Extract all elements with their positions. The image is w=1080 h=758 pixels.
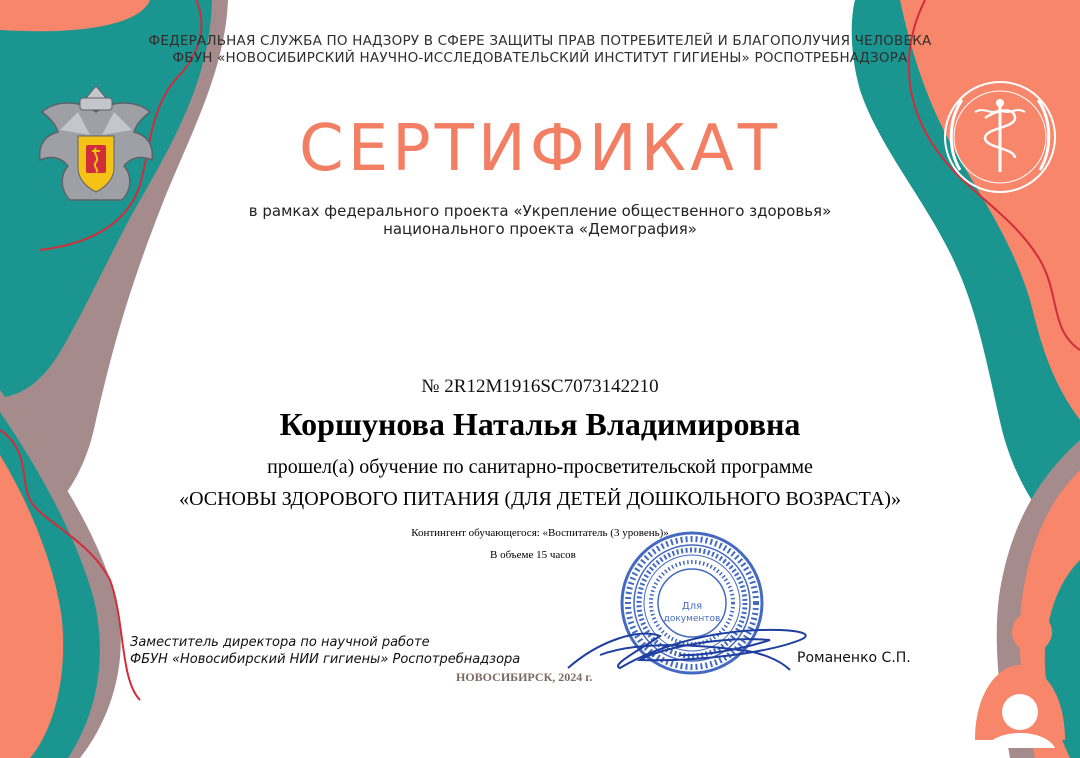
certificate-title: СЕРТИФИКАТ bbox=[299, 112, 781, 186]
certificate-number: № 2R12M1916SC7073142210 bbox=[421, 376, 659, 397]
blue-round-stamp-icon bbox=[622, 533, 762, 673]
stamp-center-line2: документов bbox=[663, 614, 721, 624]
recipient-name: Коршунова Наталья Владимировна bbox=[279, 406, 801, 442]
volume-hours: В объеме 15 часов bbox=[490, 549, 576, 561]
header-line-1: ФЕДЕРАЛЬНАЯ СЛУЖБА ПО НАДЗОРУ В СФЕРЕ ЗАЩИТЫ ПРАВ ПОТРЕБИТЕЛЕЙ И БЛАГОПОЛУЧИЯ ЧЕЛОВЕКА bbox=[148, 33, 932, 49]
subtitle-line-1: в рамках федерального проекта «Укрепление общественного здоровья» bbox=[248, 202, 832, 220]
completion-statement: прошел(а) обучение по санитарно-просветительской программе bbox=[267, 456, 813, 478]
contingent-text: Контингент обучающегося: «Воспитатель (3 уровень)» bbox=[411, 527, 669, 539]
signatory-name: Романенко С.П. bbox=[797, 650, 911, 666]
signatory-position-line-1: Заместитель директора по научной работе bbox=[130, 635, 430, 650]
header-line-2: ФБУН «НОВОСИБИРСКИЙ НАУЧНО-ИССЛЕДОВАТЕЛЬСКИЙ ИНСТИТУТ ГИГИЕНЫ» РОСПОТРЕБНАДЗОРА bbox=[172, 50, 908, 66]
subtitle-line-2: национального проекта «Демография» bbox=[383, 220, 697, 238]
city-year: НОВОСИБИРСК, 2024 г. bbox=[456, 670, 593, 684]
stamp-center-line1: Для bbox=[681, 601, 703, 612]
signatory-position-line-2: ФБУН «Новосибирский НИИ гигиены» Роспотребнадзора bbox=[130, 652, 521, 667]
program-title: «ОСНОВЫ ЗДОРОВОГО ПИТАНИЯ (ДЛЯ ДЕТЕЙ ДОШКОЛЬНОГО ВОЗРАСТА)» bbox=[179, 488, 901, 510]
